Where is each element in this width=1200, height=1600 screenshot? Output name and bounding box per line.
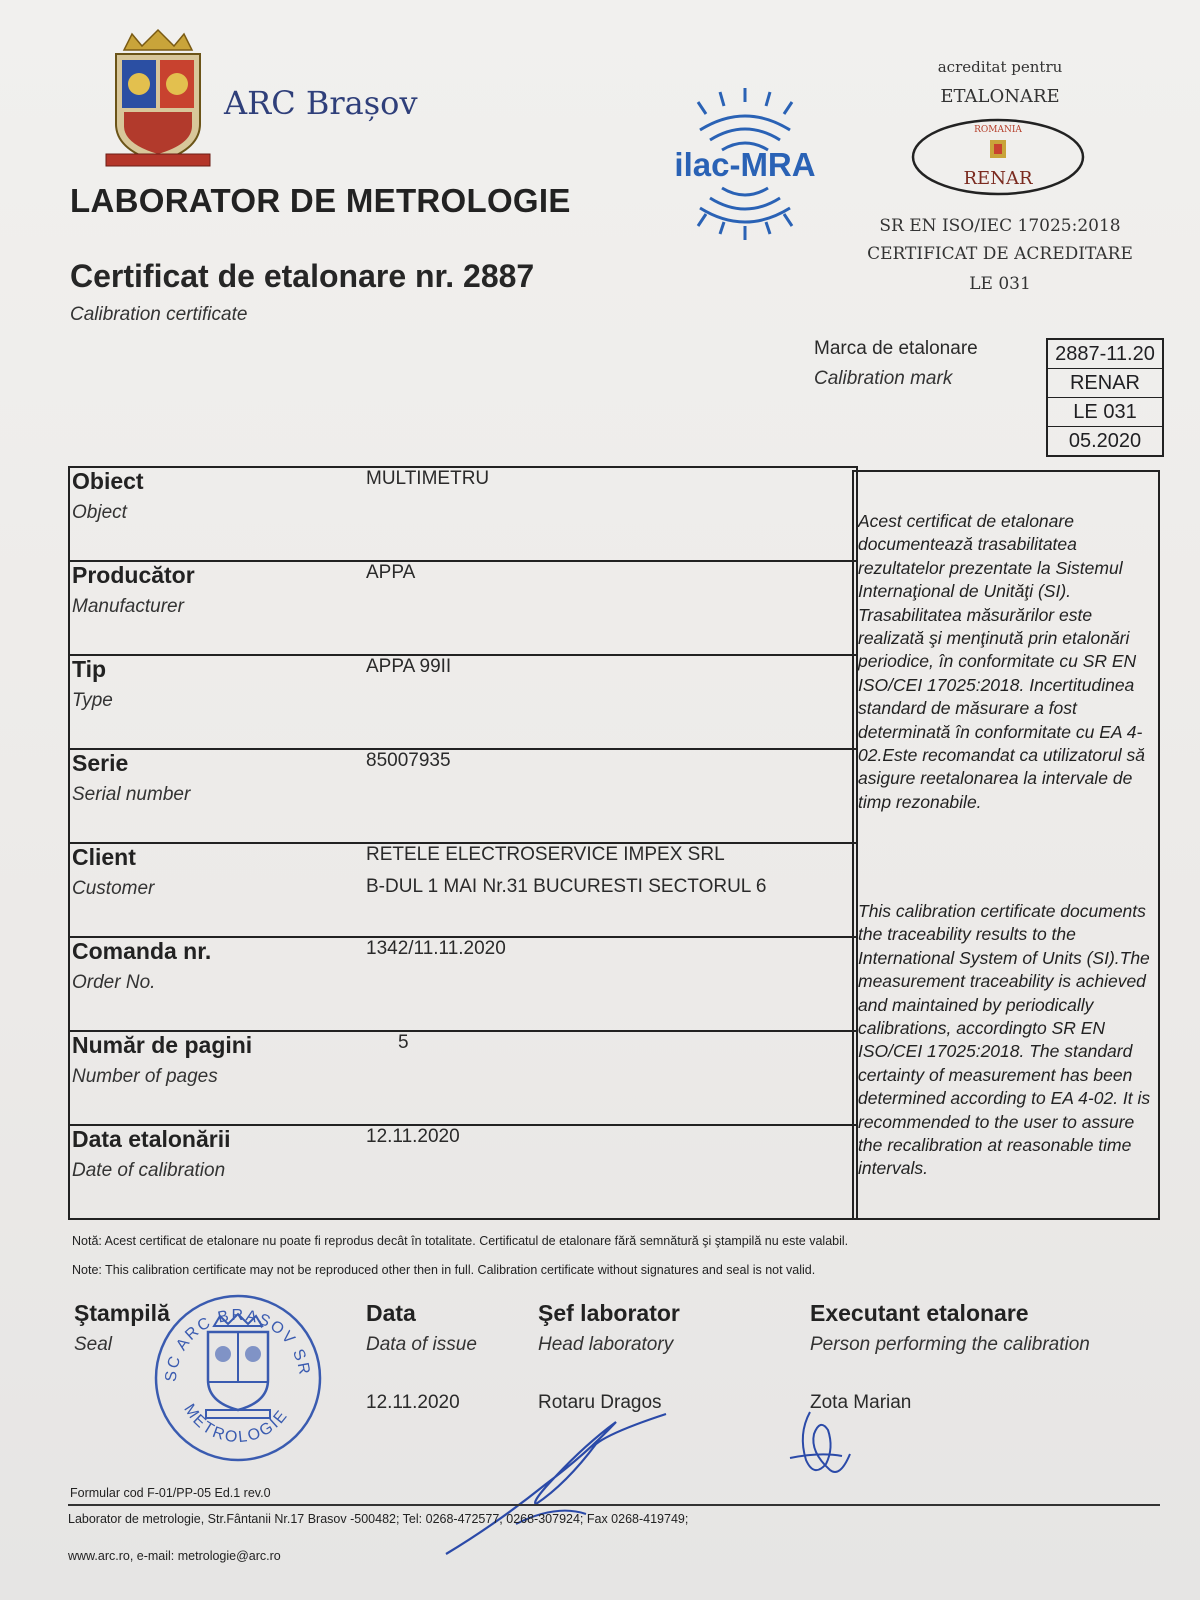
ilac-mra-logo: [660, 84, 830, 244]
pages-label-en: Number of pages: [72, 1066, 218, 1087]
calibration-mark-label: Marca de etalonare: [814, 338, 978, 359]
customer-label: Client: [72, 844, 136, 870]
executant-name: Zota Marian: [810, 1392, 912, 1413]
details-left-column: [68, 466, 858, 1220]
accreditation-standard: SR EN ISO/IEC 17025:2018: [879, 216, 1121, 236]
lab-title: LABORATOR DE METROLOGIE: [70, 182, 571, 219]
row-type: [70, 656, 856, 750]
svg-text:SC ARC BRAȘOV SRL: [148, 1286, 313, 1382]
calibration-mark-code: LE 031: [1048, 398, 1162, 427]
stamp-metrologie-text: METROLOGIE: [180, 1401, 292, 1447]
company-stamp: [148, 1286, 328, 1462]
head-laboratory-name: Rotaru Dragos: [538, 1392, 662, 1413]
renar-logo-top-text: ROMANIA: [974, 125, 1022, 135]
certificate-title: Certificat de etalonare nr. 2887: [70, 258, 535, 294]
executant-label-en: Person performing the calibration: [810, 1334, 1090, 1355]
issue-date-value: 12.11.2020: [366, 1392, 460, 1413]
order-label-en: Order No.: [72, 972, 156, 993]
renar-logo-bottom-text: RENAR: [963, 168, 1033, 189]
order-value: 1342/11.11.2020: [366, 938, 506, 959]
ilac-mra-logo-text: ilac-MRA: [674, 146, 816, 183]
traceability-note-ro: Acest certificat de etalonare documentează trasabilitatea rezultatelor prezentate la Sistemul Internaţional de Unităţi (SI). Trasabilitatea măsurărilor este realizată şi menţinută prin etalonări periodice, în conformitate cu SR EN ISO/CEI 17025:2018. Incertitudinea standard de măsurare a fost determinată în conformitate cu EA 4-02.Este recomandat ca utilizatorul să asigure reetalonarea la intervale de timp rezonabile.: [858, 511, 1145, 812]
certificate-details-table: [68, 466, 1160, 1220]
seal-label-en: Seal: [74, 1334, 113, 1355]
calibration-mark-label-en: Calibration mark: [814, 368, 953, 389]
accreditation-line-2: ETALONARE: [940, 86, 1060, 107]
seal-label: Ştampilă: [74, 1300, 170, 1326]
serial-value: 85007935: [366, 750, 451, 771]
calibration-date-label: Data etalonării: [72, 1126, 231, 1152]
calibration-mark-number: 2887-11.20: [1048, 340, 1162, 369]
customer-address: B-DUL 1 MAI Nr.31 BUCURESTI SECTORUL 6: [366, 876, 767, 897]
executant-signature: [780, 1404, 880, 1494]
object-label-en: Object: [72, 502, 127, 523]
footer-web-email: www.arc.ro, e-mail: metrologie@arc.ro: [68, 1549, 281, 1563]
renar-logo: [910, 116, 1086, 198]
calibration-mark-body: RENAR: [1048, 369, 1162, 398]
type-label: Tip: [72, 656, 107, 682]
row-manufacturer: [70, 562, 856, 656]
accreditation-certificate: CERTIFICAT DE ACREDITARE: [867, 244, 1133, 264]
serial-label: Serie: [72, 750, 129, 776]
calibration-mark-date: 05.2020: [1068, 430, 1142, 452]
traceability-note-en: This calibration certificate documents the traceability results to the International System of Units (SI).The measurement traceability is achieved and maintained by periodically calibrations, accordingto SR EN ISO/CEI 17025:2018. The standard certainty of measurement has been determined according to EA 4-02. It is recommended to the user to assure the recalibration at reasonable time intervals.: [858, 901, 1151, 1179]
disclaimer-ro: Notă: Acest certificat de etalonare nu poate fi reprodus decât în totalitate. Certificatul de etalonare fără semnătură şi ştampilă nu este valabil.: [72, 1234, 849, 1248]
type-label-en: Type: [72, 690, 113, 711]
object-label: Obiect: [72, 468, 144, 494]
issue-date-label-en: Data of issue: [366, 1334, 477, 1355]
row-order: [70, 938, 856, 1032]
order-label: Comanda nr.: [72, 938, 212, 964]
disclaimer-en: Note: This calibration certificate may not be reproduced other then in full. Calibration certificate without signatures and seal is not valid.: [72, 1263, 816, 1277]
head-laboratory-signature: [436, 1404, 696, 1564]
row-calibration-date: [70, 1126, 856, 1220]
customer-label-en: Customer: [72, 878, 155, 899]
customer-name: RETELE ELECTROSERVICE IMPEX SRL: [366, 844, 725, 865]
calibration-date-value: 12.11.2020: [366, 1126, 460, 1147]
svg-text:METROLOGIE: [180, 1401, 292, 1446]
accreditation-line-1: acreditat pentru: [937, 58, 1063, 76]
stamp-company-text: SC ARC BRAȘOV SR: [162, 1306, 313, 1383]
issue-date-label: Data: [366, 1300, 416, 1326]
form-code: Formular cod F-01/PP-05 Ed.1 rev.0: [70, 1486, 271, 1500]
type-value: APPA 99II: [366, 656, 452, 677]
accreditation-number: LE 031: [969, 274, 1031, 294]
arc-brasov-logo-text: ARC Brașov: [224, 84, 418, 122]
calibration-mark-box: [1046, 338, 1164, 457]
traceability-note-column: [852, 470, 1160, 1220]
footer-divider: [68, 1504, 1160, 1506]
calibration-date-label-en: Date of calibration: [72, 1160, 226, 1181]
object-value: MULTIMETRU: [366, 468, 490, 489]
pages-label: Număr de pagini: [72, 1032, 253, 1058]
manufacturer-label: Producător: [72, 562, 195, 588]
head-laboratory-label: Şef laborator: [538, 1300, 680, 1326]
row-object: [70, 468, 856, 562]
manufacturer-label-en: Manufacturer: [72, 596, 184, 617]
row-customer: [70, 844, 856, 938]
manufacturer-value: APPA: [366, 562, 416, 583]
certificate-subtitle: Calibration certificate: [70, 304, 248, 325]
executant-label: Executant etalonare: [810, 1300, 1029, 1326]
footer-address: Laborator de metrologie, Str.Fântanii Nr.17 Brasov -500482; Tel: 0268-472577, 0268-307924; Fax 0268-419749;: [68, 1512, 689, 1526]
arc-crest-logo: [102, 28, 214, 170]
head-laboratory-label-en: Head laboratory: [538, 1334, 674, 1355]
pages-value: 5: [398, 1032, 409, 1053]
row-serial: [70, 750, 856, 844]
serial-label-en: Serial number: [72, 784, 191, 805]
row-pages: [70, 1032, 856, 1126]
